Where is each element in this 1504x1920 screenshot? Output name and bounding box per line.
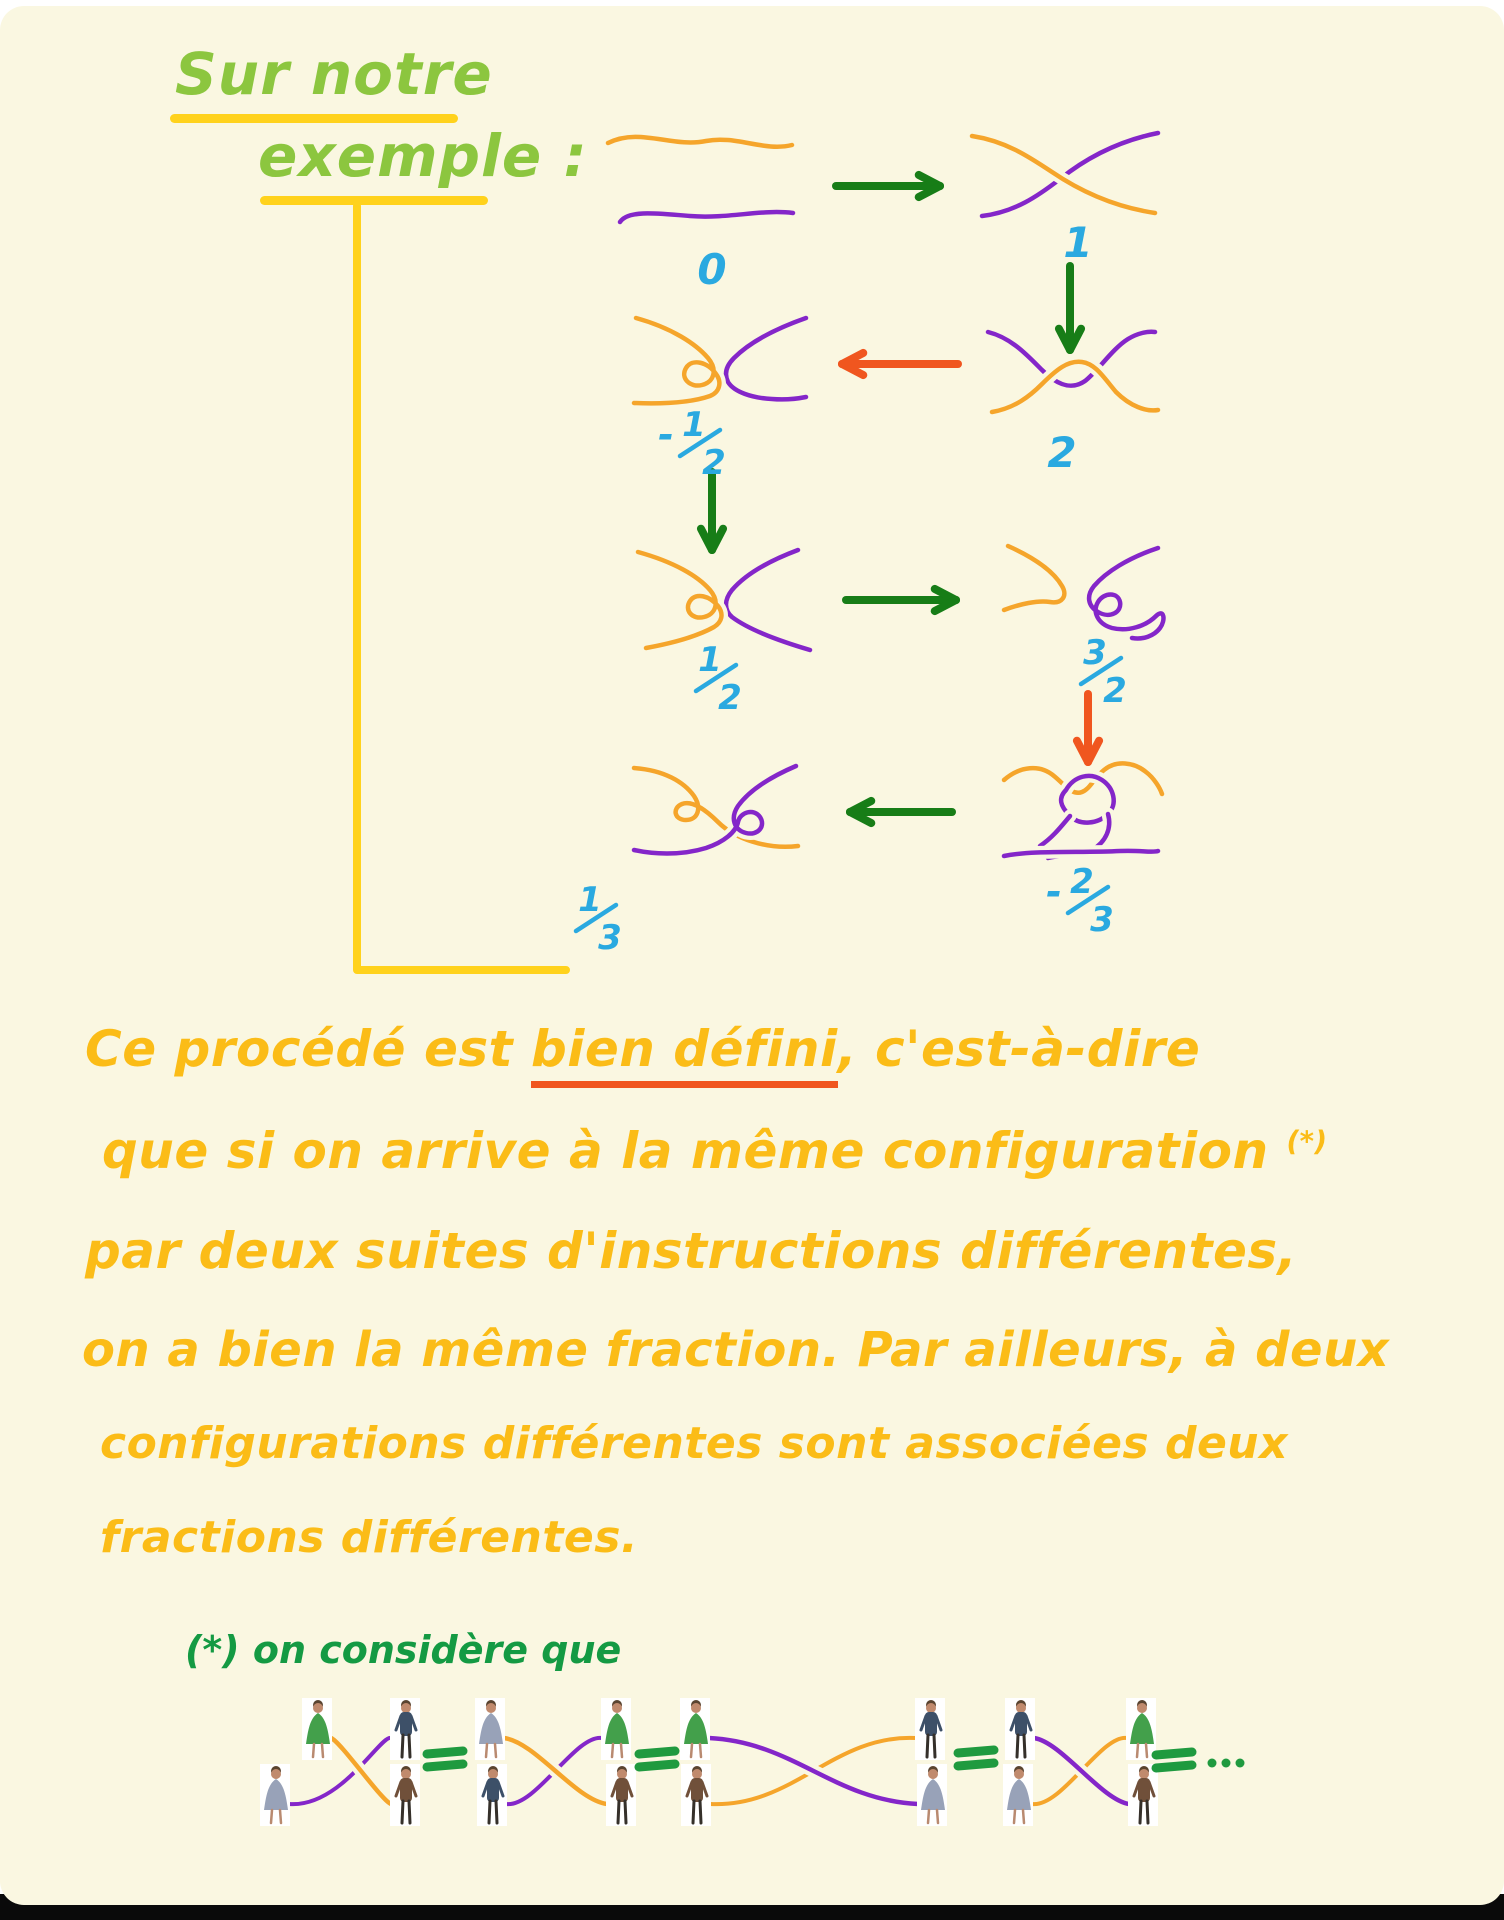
text-segment: par deux suites d'instructions différentes, bbox=[85, 1222, 1298, 1280]
dancer-leg bbox=[1137, 1744, 1138, 1757]
dancer-leg bbox=[271, 1810, 272, 1823]
strand bbox=[608, 137, 792, 147]
dancer-head bbox=[691, 1703, 701, 1713]
tangle-fraction-label: 1 bbox=[1063, 218, 1093, 267]
dancer-leg bbox=[1017, 1735, 1018, 1757]
equals-sign-1 bbox=[427, 1751, 463, 1767]
tangle-fraction-label: 2 bbox=[718, 678, 742, 718]
dancer-leg bbox=[486, 1744, 487, 1757]
label-1 bbox=[1063, 218, 1092, 267]
ellipsis-dot bbox=[1208, 1759, 1217, 1768]
dancer-leg bbox=[612, 1744, 613, 1757]
dancer-head bbox=[617, 1769, 627, 1779]
equals-bar bbox=[1156, 1752, 1192, 1755]
label-2 bbox=[1047, 428, 1076, 477]
equals-bar bbox=[639, 1764, 675, 1767]
text-segment: que si on arrive à la même configuration bbox=[102, 1122, 1287, 1180]
tangle-1 bbox=[972, 133, 1158, 216]
arrow-2-to--1/2 bbox=[842, 353, 958, 375]
strand bbox=[331, 1738, 391, 1804]
label-1/2 bbox=[696, 640, 742, 718]
equivalence-config-1 bbox=[260, 1698, 420, 1826]
ellipsis-dot bbox=[1222, 1759, 1231, 1768]
equivalence-config-3 bbox=[680, 1698, 947, 1826]
arrow-3/2-to--2/3 bbox=[1077, 694, 1099, 762]
tangle-fraction-label: 3 bbox=[598, 918, 622, 958]
dancer-head bbox=[1137, 1703, 1147, 1713]
dancer-head bbox=[486, 1703, 496, 1713]
tangle-fraction-label: 0 bbox=[697, 245, 727, 294]
strand bbox=[726, 318, 806, 399]
dancer-head bbox=[401, 1769, 411, 1779]
paragraph-line-4 bbox=[82, 1322, 1389, 1378]
dancer-head bbox=[1014, 1769, 1024, 1779]
paragraph-line-1 bbox=[85, 1020, 1200, 1078]
strand bbox=[357, 206, 566, 970]
label-0 bbox=[697, 245, 726, 294]
tangle-fraction-label: 3 bbox=[1090, 900, 1114, 940]
dancer-leg bbox=[489, 1801, 490, 1823]
dancer-head bbox=[271, 1769, 281, 1779]
equivalence-config-2 bbox=[475, 1698, 636, 1826]
dancer-leg bbox=[409, 1801, 410, 1823]
page-title-line-2: exemple : bbox=[258, 122, 588, 190]
text-segment: , c'est-à-dire bbox=[837, 1020, 1201, 1078]
tangle-fraction-label: 1 bbox=[698, 640, 722, 680]
dancer-head bbox=[1016, 1703, 1026, 1713]
text-segment: Ce procédé est bbox=[85, 1020, 531, 1078]
tangle-1/2 bbox=[638, 550, 810, 650]
arrow-1-to-2 bbox=[1059, 266, 1081, 350]
tangle-fraction-label: - bbox=[1046, 870, 1062, 914]
dancer-leg bbox=[934, 1735, 935, 1757]
dancer-leg bbox=[700, 1744, 701, 1757]
paragraph-line-2 bbox=[102, 1122, 1328, 1180]
dancer-leg bbox=[693, 1801, 694, 1823]
tangle--2/3 bbox=[1004, 763, 1162, 858]
dancer-leg bbox=[928, 1810, 929, 1823]
dancer-leg bbox=[1023, 1810, 1024, 1823]
text-segment: on a bien la même fraction. Par ailleurs, à deux bbox=[82, 1322, 1390, 1378]
tangle-fraction-label: 1 bbox=[682, 405, 706, 445]
arrow-0-to-1 bbox=[836, 175, 940, 197]
tangle-fraction-label: 3 bbox=[1083, 633, 1107, 673]
dancer-leg bbox=[1024, 1735, 1025, 1757]
dancer-head bbox=[612, 1703, 622, 1713]
dancer-leg bbox=[618, 1801, 619, 1823]
label--1/2 bbox=[658, 405, 726, 483]
dancer-leg bbox=[409, 1735, 410, 1757]
paragraph-line-5 bbox=[100, 1418, 1288, 1469]
yellow-bracket-line bbox=[357, 206, 566, 970]
label-1/3 bbox=[576, 880, 622, 958]
strand bbox=[620, 212, 793, 222]
equals-bar bbox=[958, 1750, 994, 1753]
tangle-fraction-label: 1 bbox=[578, 880, 602, 920]
dancer-leg bbox=[625, 1801, 626, 1823]
equivalence-config-4 bbox=[1003, 1698, 1158, 1826]
tangle-fraction-label: 2 bbox=[1070, 862, 1094, 902]
dancer-leg bbox=[280, 1810, 281, 1823]
tangle-fraction-label: 2 bbox=[1047, 428, 1077, 477]
text-segment: fractions différentes. bbox=[100, 1512, 639, 1563]
crossing-gap bbox=[634, 318, 719, 403]
crossing-gap bbox=[972, 136, 1155, 213]
footnote-marker-sup: (*) bbox=[1286, 1125, 1328, 1158]
text-segment: configurations différentes sont associées deux bbox=[100, 1418, 1288, 1469]
page-title-line-1: Sur notre bbox=[175, 40, 493, 108]
dancer-leg bbox=[313, 1744, 314, 1757]
paragraph-line-3 bbox=[85, 1222, 1297, 1280]
paragraph-line-6 bbox=[100, 1512, 638, 1563]
ellipsis-dot bbox=[1236, 1759, 1245, 1768]
tangle-fraction-label: 2 bbox=[1103, 671, 1127, 711]
equals-bar bbox=[639, 1751, 675, 1754]
dancer-leg bbox=[402, 1801, 403, 1823]
equals-bar bbox=[1156, 1765, 1192, 1768]
dancer-leg bbox=[1014, 1810, 1015, 1823]
strand bbox=[1004, 546, 1064, 610]
equals-sign-2 bbox=[639, 1751, 675, 1767]
arrow--1/2-to-1/2 bbox=[701, 472, 723, 550]
equals-bar bbox=[958, 1763, 994, 1766]
dancer-head bbox=[488, 1769, 498, 1779]
tangle--1/2 bbox=[634, 318, 806, 403]
dancer-leg bbox=[1140, 1801, 1141, 1823]
dancer-leg bbox=[927, 1735, 928, 1757]
dancer-leg bbox=[621, 1744, 622, 1757]
arrow--2/3-to-1/3 bbox=[850, 801, 952, 823]
dancer-head bbox=[926, 1703, 936, 1713]
label--2/3 bbox=[1046, 862, 1114, 940]
equals-bar bbox=[427, 1751, 463, 1754]
dancer-leg bbox=[496, 1801, 497, 1823]
dancer-leg bbox=[495, 1744, 496, 1757]
equals-bar bbox=[427, 1764, 463, 1767]
tangle-3/2 bbox=[1004, 546, 1163, 639]
dancer-head bbox=[928, 1769, 938, 1779]
dancer-head bbox=[692, 1769, 702, 1779]
ellipsis-dots bbox=[1208, 1759, 1245, 1768]
tangle-1/3 bbox=[634, 766, 798, 854]
dancer-leg bbox=[937, 1810, 938, 1823]
dancer-head bbox=[313, 1703, 323, 1713]
tangle-fraction-label: 2 bbox=[702, 443, 726, 483]
dancer-leg bbox=[402, 1735, 403, 1757]
arrow-1/2-to-3/2 bbox=[846, 589, 956, 611]
dancer-leg bbox=[691, 1744, 692, 1757]
dancer-leg bbox=[322, 1744, 323, 1757]
phrase-bien-defini: bien défini bbox=[531, 1020, 838, 1088]
equals-sign-4 bbox=[1156, 1752, 1192, 1768]
footnote-text: (*) on considère que bbox=[185, 1628, 622, 1672]
title-underline-2 bbox=[260, 196, 488, 205]
dancer-leg bbox=[700, 1801, 701, 1823]
tangle-fraction-label: - bbox=[658, 413, 674, 457]
dancer-leg bbox=[1146, 1744, 1147, 1757]
strand bbox=[726, 550, 810, 650]
dancer-head bbox=[401, 1703, 411, 1713]
dancer-leg bbox=[1147, 1801, 1148, 1823]
dancer-head bbox=[1139, 1769, 1149, 1779]
equals-sign-3 bbox=[958, 1750, 994, 1766]
tangle-0 bbox=[608, 137, 793, 222]
